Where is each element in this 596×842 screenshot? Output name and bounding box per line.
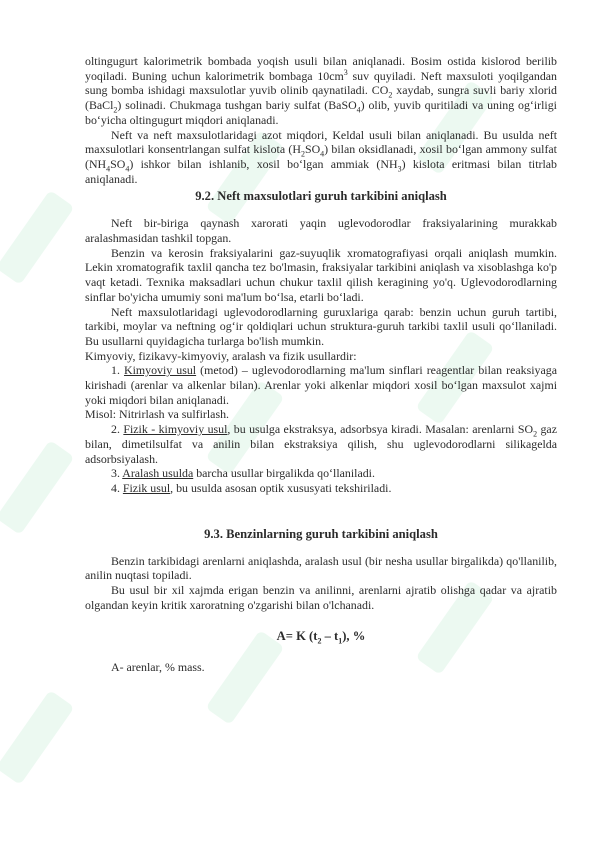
example-text: Misol: Nitrirlash va sulfirlash. — [85, 407, 229, 422]
paragraph-method-types: Kimyoviy, fizikavy-kimyoviy, aralash va fizik usullardir: — [85, 348, 357, 363]
section-heading-9-3: 9.3. Benzinlarning guruh tarkibini aniqlash — [204, 526, 438, 541]
list-item-physical: 4. Fizik usul, bu usulda asosan optik xususyati tekshiriladi. — [111, 480, 392, 495]
list-item-chemical: 1. Kimyoviy usul (metod) – uglevodorodlarning ma'lum sinflari reagentlar bilan reaksiyaga kirishadi (arenlar va alkenlar bilan). Arenlar yoki alkenlar miqdori xosil bo‘lgan maxsulot xajmi yoki miqdori bilan aniqlanadi. — [85, 363, 557, 407]
section-heading-9-2: 9.2. Neft maxsulotlari guruh tarkibini aniqlash — [195, 189, 447, 204]
paragraph-sulfur: oltingugurt kalorimetrik bombada yoqish usuli bilan aniqlanadi. Bosim ostida kislorod berilib yoqiladi. Buning uchun kalorimetrik bombaga $10cm^3$ suv quyiladi. Neft maxsuloti yoqilgandan sung bomba ishidagi maxsulotlar yuvib olinib qaynatiladi. $CO_2$ xaydab, sungra suvli bariy xlorid (BaCl$_2$) solinadi. Chukmaga tushgan bariy sulfat (BaSO$_4$) olib, yuvib quritiladi va uning og‘irligi bo‘yicha oltingugurt miqdori aniqlanadi. — [85, 54, 558, 127]
list-item-mixed: 3. Aralash usulda barcha usullar birgalikda qo‘llaniladi. — [111, 466, 375, 481]
paragraph-chromatography: Benzin va kerosin fraksiyalarini gaz-suyuqlik xromatografiyasi orqali aniqlash mumkin. Lekin xromatografik taxlil qancha tez bo'lmasin, fraksiyalar tarkibini aniqlash va xisoblashga ko'p vaqt ketadi. Texnika maksadlari uchun chukur taxlil qilish keragining yo'q. Uglevodorodlarning sinflar bo'yicha umumiy soni ma'lum bo‘lsa, etarli bo‘ladi. — [85, 245, 557, 304]
formula: A= K $(t_2 - t_1)$, % — [276, 628, 366, 646]
paragraph-intro: Neft bir-biriga qaynash xarorati yaqin uglevodorodlar fraksiyalarining murakkab aralashmasidan tashkil topgan. — [85, 216, 557, 246]
paragraph-benzene: Benzin tarkibidagi arenlarni aniqlashda, aralash usul (bir nesha usullar birgalikda) qo'llanilib, anilin nuqtasi topiladi. — [85, 553, 557, 583]
watermark-shape — [0, 690, 75, 785]
paragraph-nitrogen: Neft va neft maxsulotlaridagi azot miqdori, Keldal usuli bilan aniqlanadi. Bu usulda neft maxsulotlari konsentrlangan sulfat kislota $(H_2SO_4)$ bilan oksidlanadi, xosil bo‘lgan ammony sulfat $(NH_4SO_4)$ ishkor bilan ishlanib, xosil bo‘lgan ammiak $(NH_3)$ kislota eritmasi bilan titrlab aniqlanadi. — [85, 127, 557, 186]
formula-legend: A- arenlar, % mass. — [111, 659, 205, 674]
list-item-physicochemical: 2. Fizik - kimyoviy usul, bu usulga ekstraksya, adsorbsya kiradi. Masalan: arenlarni $SO_2$ gaz bilan, dimetilsulfat va anilin bilan ekstraksiya qilish, shu uglevodorodlarni silikagelda adsorbsiyalash. — [85, 422, 557, 466]
document-page — [85, 54, 557, 674]
paragraph-aniline: Bu usul bir xil xajmda erigan benzin va anilinni, arenlarni ajratib olishga qadar va ajratib olgandan keyin kritik xaroratning o'zgarishi bilan o'lchanadi. — [85, 583, 557, 612]
watermark-shape — [0, 190, 75, 285]
paragraph-methods: Neft maxsulotlaridagi uglevodorodlarning guruxlariga qarab: benzin uchun guruh tartibi, tarkibi, moylar va neftning og‘ir qoldiqlari uchun struktura-guruh tarkibi taxlil usuli qo‘llaniladi. Bu usullarni quyidagicha turlarga bo'lish mumkin. — [85, 304, 557, 348]
watermark-shape — [0, 440, 75, 535]
